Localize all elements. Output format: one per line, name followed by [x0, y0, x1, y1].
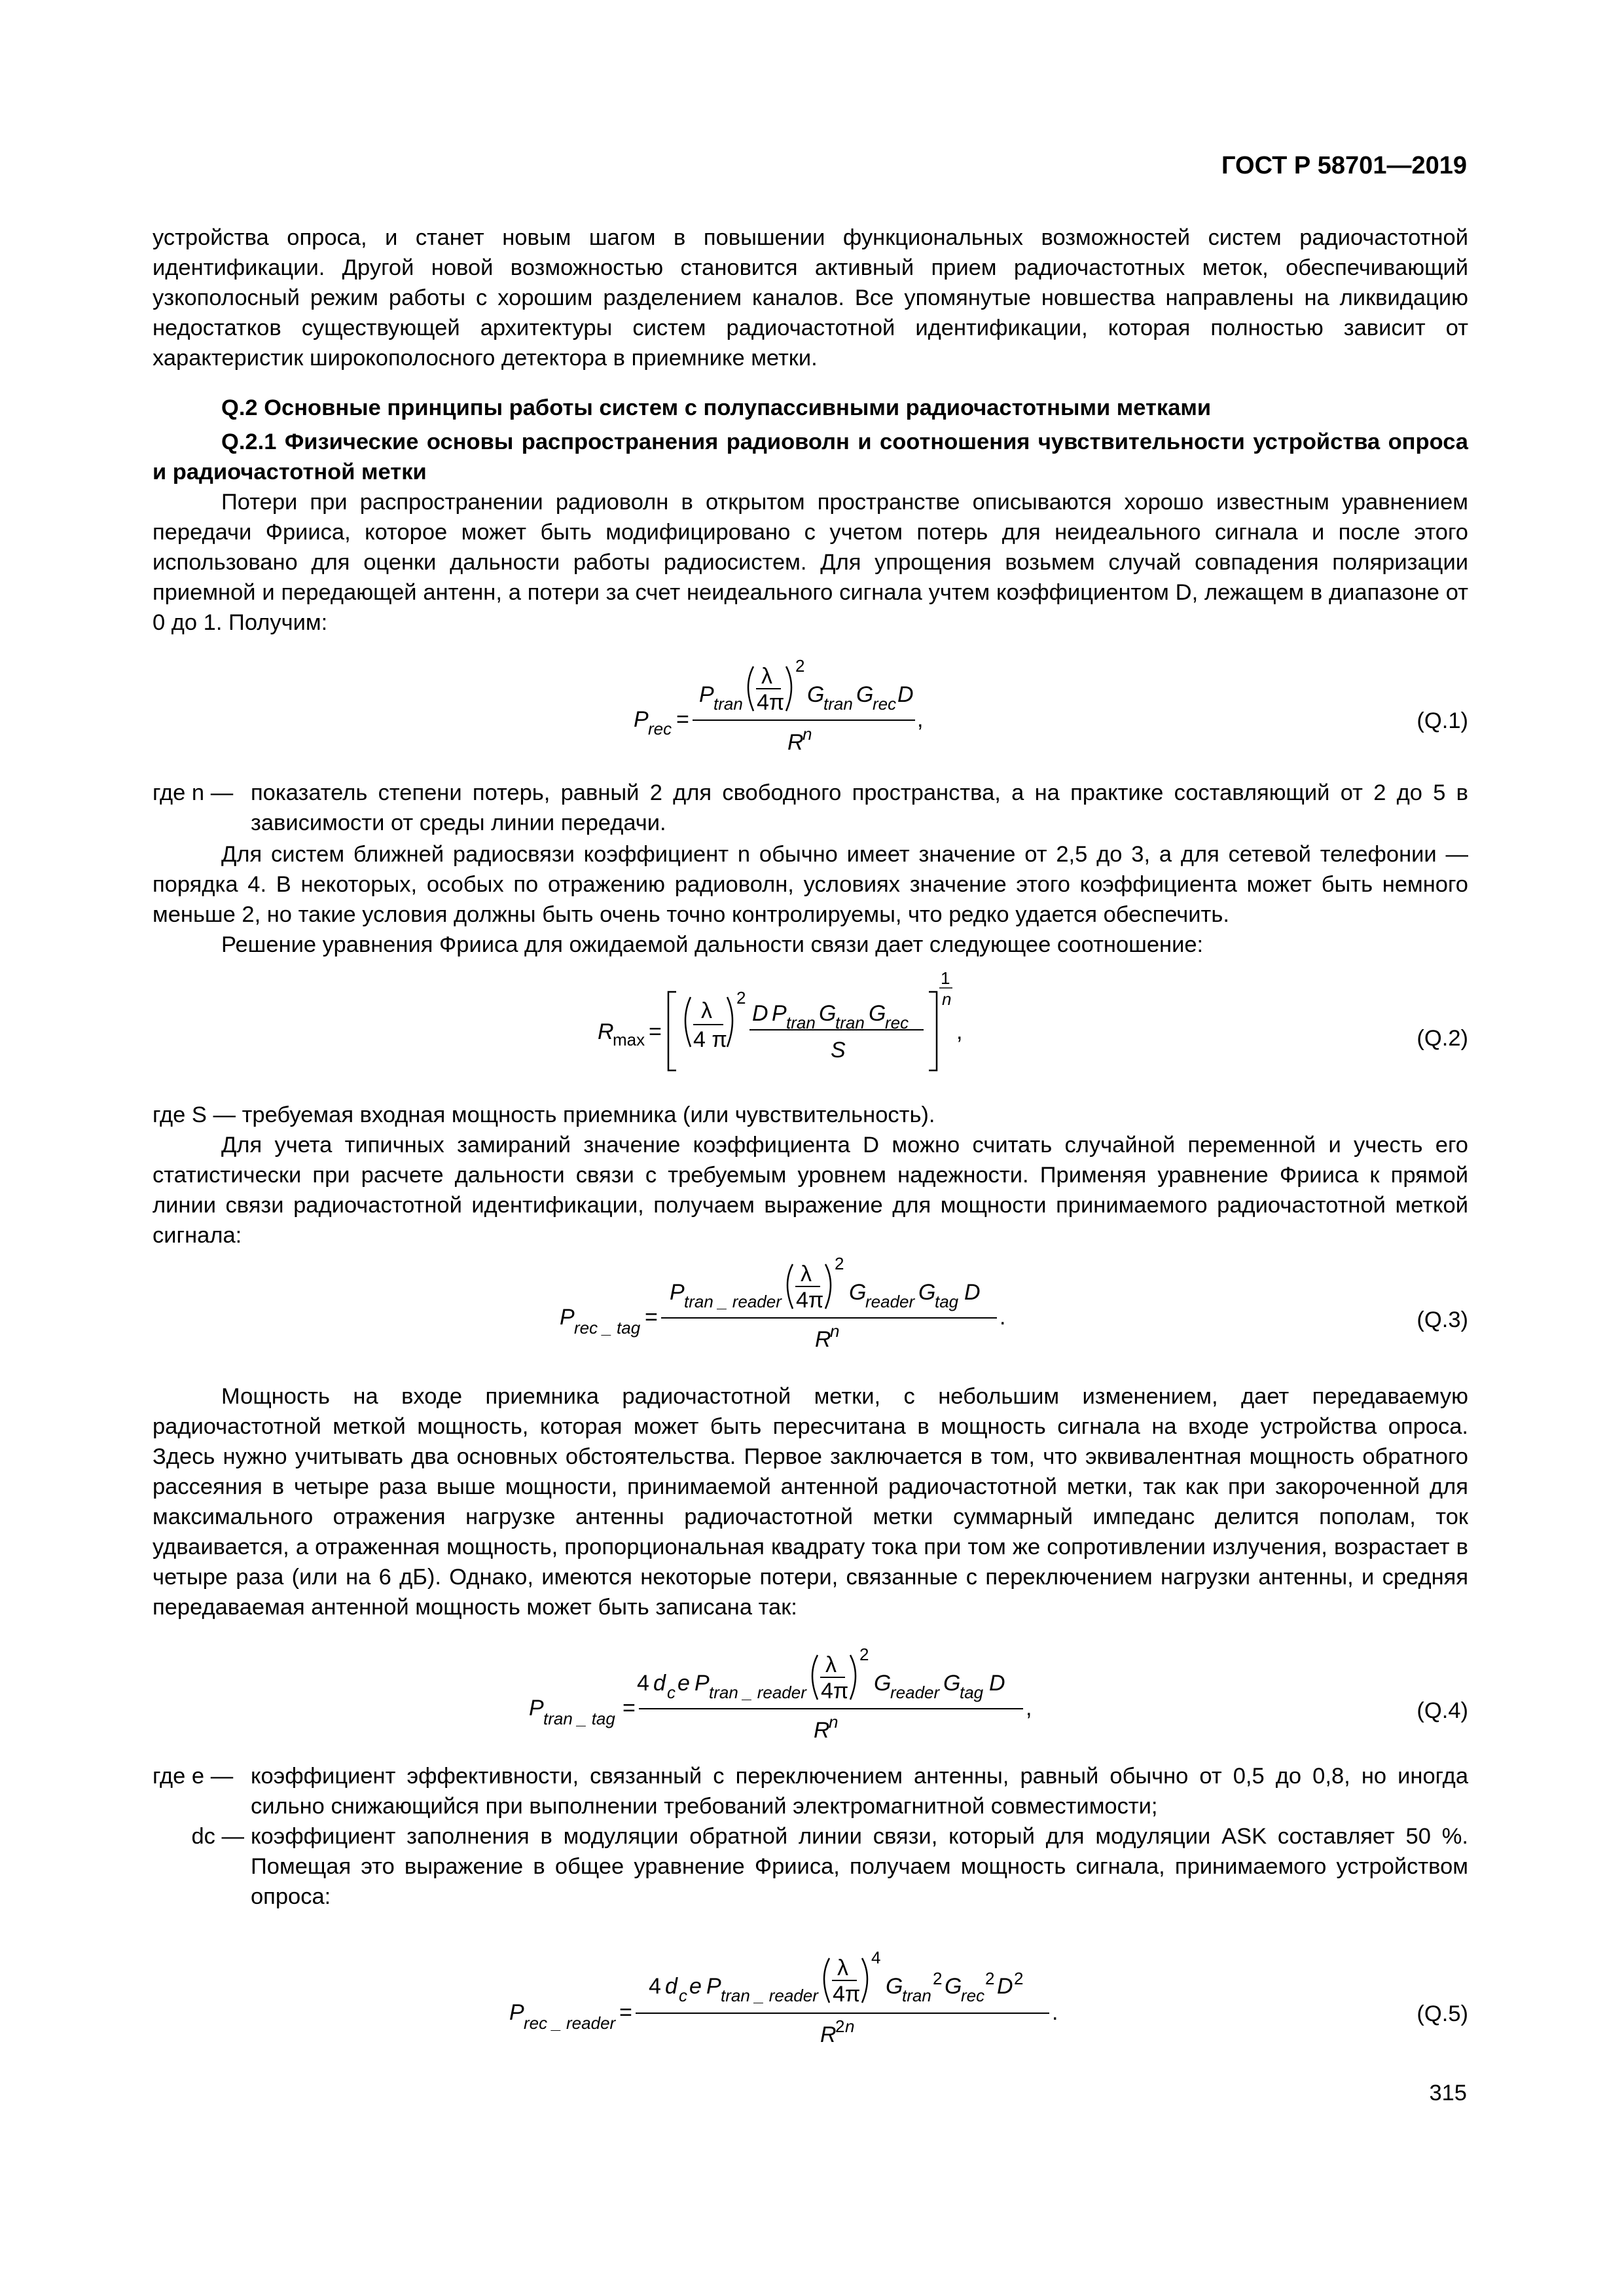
equation-number: (Q.3) — [1416, 1307, 1468, 1332]
svg-text:rec: rec — [961, 1986, 985, 2005]
equation-q1 — [153, 655, 1468, 766]
svg-text:P: P — [509, 2000, 524, 2025]
power-paragraph: Мощность на входе приемника радиочастотной метки, с небольшим изменением, дает передаваемую радиочастотной меткой мощность, которая может быть пересчитана в мощность сигнала на входе устройства опроса. Здесь нужно учитывать два основных обстоятельства. Первое заключается в том, что эквивалентная мощность обратного рассеяния в четыре раза выше мощности, принимаемой антенной радиочастотной метки, так как при закороченной для максимального отражения нагрузке антенны радиочастотной метки суммарный импеданс делится пополам, ток удваивается, а отраженная мощность, пропорциональная квадрату тока при том же сопротивлении излучения, возрастает в четыре раза (или на 6 дБ). Однако, имеются некоторые потери, связанные с переключением нагрузки антенны, и средняя передаваемая антенной мощность может быть записана так: — [153, 1384, 1468, 1620]
equation-q2-graphic — [153, 966, 1468, 1084]
svg-text:G: G — [807, 682, 825, 707]
equation-q2 — [153, 966, 1468, 1084]
svg-text:c: c — [679, 1986, 687, 2005]
svg-text:G: G — [945, 1974, 962, 1999]
svg-text:n: n — [830, 1321, 840, 1341]
svg-text:P: P — [772, 1001, 787, 1026]
svg-text:tran: tran — [713, 694, 743, 714]
where-def: коэффициент эффективности, связанный с переключением антенны, равный обычно от 0,5 до 0,8, но иногда сильно снижающийся при выполнении требований электромагнитной совместимости; — [251, 1764, 1468, 1819]
svg-text:R: R — [814, 1718, 830, 1741]
svg-text:4 π: 4 π — [693, 1027, 727, 1052]
svg-text:tran _ reader: tran _ reader — [684, 1292, 782, 1311]
svg-text:P: P — [695, 1671, 710, 1696]
svg-text:G: G — [886, 1974, 903, 1999]
intro-paragraph: устройства опроса, и станет новым шагом в повышении функциональных возможностей систем радиочастотной идентификации. Другой новой возможностью становится активный прием радиочастотных меток, обеспечивающий узкополосный режим работы с хорошим разделением каналов. Все упомянутые новшества направлены на ликвидацию недостатков существующей архитектуры систем радиочастотной идентификации, которая полностью зависит от характеристик широкополосного детектора в приемнике метки. — [153, 225, 1468, 371]
svg-text:4π: 4π — [757, 690, 785, 715]
where-term: где n — — [153, 780, 234, 805]
fading-paragraph: Для учета типичных замираний значение коэффициента D можно считать случайной переменной и учесть его статистически при расчете дальности связи с требуемым уровнем надежности. Применяя уравнение Фрииса к прямой линии связи радиочастотной идентификации, получаем выражение для мощности принимаемого радиочастотной меткой сигнала: — [153, 1133, 1468, 1248]
equation-number: (Q.4) — [1416, 1698, 1468, 1723]
where-dc-definition — [153, 1821, 1468, 1912]
near-field-paragraph: Для систем ближней радиосвязи коэффициент n обычно имеет значение от 2,5 до 3, а для сетевой телефонии — порядка 4. В некоторых, особых по отражению радиоволн, условиях значение этого коэффициента может быть немного меньше 2, но такие условия должны быть очень точно контролируемы, что редко удается обеспечить. — [153, 842, 1468, 927]
svg-text:D: D — [752, 1001, 768, 1026]
svg-text:G: G — [856, 682, 874, 707]
svg-text:tran: tran — [835, 1013, 865, 1032]
svg-text:D: D — [964, 1280, 981, 1305]
equation-q4 — [153, 1630, 1468, 1741]
svg-text:.: . — [1052, 2000, 1058, 2025]
losses-paragraph: Потери при распространении радиоволн в открытом пространстве описываются хорошо известным уравнением передачи Фрииса, которое может быть модифицировано с учетом потерь для неидеального сигнала и после этого использовано для оценки дальности работы радиосистем. Для упрощения возьмем случай совпадения поляризации приемной и передающей антенн, а потери за счет неидеального сигнала учтем коэффициентом D, лежащем в диапазоне от 0 до 1. Получим: — [153, 490, 1468, 635]
svg-text:P: P — [560, 1305, 575, 1330]
svg-text:,: , — [1026, 1696, 1032, 1721]
svg-text:1: 1 — [941, 968, 950, 988]
svg-text:tran _ tag: tran _ tag — [543, 1709, 615, 1728]
svg-text:4: 4 — [649, 1974, 661, 1999]
svg-text:R: R — [820, 2022, 837, 2046]
svg-text:G: G — [849, 1280, 867, 1305]
svg-text:4π: 4π — [796, 1288, 824, 1313]
svg-text:tran _ reader: tran _ reader — [721, 1986, 818, 2005]
section-heading-q21: Q.2.1 Физические основы распространения радиоволн и соотношения чувствительности устройства опроса и радиочастотной метки — [153, 429, 1468, 484]
svg-text:reader: reader — [865, 1292, 915, 1311]
svg-text:2: 2 — [736, 988, 746, 1008]
svg-text:=: = — [649, 1019, 662, 1044]
svg-text:4: 4 — [871, 1948, 881, 1967]
svg-text:2: 2 — [859, 1645, 869, 1664]
svg-text:tran: tran — [823, 694, 853, 714]
svg-text:4π: 4π — [833, 1982, 861, 2007]
equation-q5-graphic — [153, 1928, 1468, 2046]
svg-text:=: = — [623, 1696, 636, 1721]
svg-text:reader: reader — [890, 1683, 940, 1702]
svg-text:G: G — [869, 1001, 886, 1026]
svg-text:4π: 4π — [821, 1679, 849, 1704]
equation-q5 — [153, 1928, 1468, 2046]
where-n-definition — [153, 778, 1468, 838]
where-term: где e — — [153, 1764, 234, 1789]
svg-text:d: d — [653, 1671, 666, 1696]
equation-q4-graphic — [153, 1630, 1468, 1741]
svg-text:2: 2 — [1014, 1969, 1024, 1988]
svg-text:tran: tran — [786, 1013, 816, 1032]
svg-text:max: max — [613, 1030, 645, 1049]
where-s-definition: где S — требуемая входная мощность приемника (или чувствительность). — [153, 1102, 935, 1127]
svg-text:tag: tag — [960, 1683, 984, 1702]
page-number: 315 — [1429, 2081, 1467, 2105]
svg-text:rec _ tag: rec _ tag — [574, 1318, 641, 1338]
svg-text:D: D — [897, 682, 914, 707]
svg-text:2: 2 — [835, 2016, 845, 2036]
section-heading-q2: Q.2 Основные принципы работы систем с полупассивными радиочастотными метками — [221, 395, 1212, 420]
equation-q3-graphic — [153, 1247, 1468, 1358]
svg-text:rec: rec — [885, 1013, 909, 1032]
svg-text:n: n — [829, 1712, 839, 1732]
svg-text:λ: λ — [825, 1652, 837, 1677]
svg-text:2: 2 — [933, 1969, 943, 1988]
document-id-header: ГОСТ Р 58701—2019 — [1221, 152, 1467, 179]
svg-text:P: P — [699, 682, 714, 707]
svg-text:2: 2 — [985, 1969, 995, 1988]
svg-text:tag: tag — [935, 1292, 959, 1311]
svg-text:R: R — [787, 730, 804, 755]
svg-text:e: e — [689, 1974, 702, 1999]
svg-text:G: G — [943, 1671, 961, 1696]
svg-text:=: = — [676, 707, 689, 732]
svg-text:n: n — [803, 724, 812, 744]
svg-text:P: P — [706, 1974, 721, 1999]
svg-text:=: = — [619, 2000, 632, 2025]
equation-q3 — [153, 1247, 1468, 1358]
svg-text:λ: λ — [801, 1262, 812, 1286]
where-e-definition — [153, 1761, 1468, 1821]
svg-text:D: D — [989, 1671, 1005, 1696]
svg-text:2: 2 — [835, 1254, 844, 1273]
svg-text:=: = — [645, 1305, 658, 1330]
svg-text:G: G — [918, 1280, 936, 1305]
svg-text:G: G — [874, 1671, 892, 1696]
svg-text:λ: λ — [837, 1956, 848, 1980]
svg-text:c: c — [667, 1683, 676, 1702]
svg-text:,: , — [917, 707, 924, 732]
where-def: коэффициент заполнения в модуляции обратной линии связи, который для модуляции ASK составляет 50 %. Помещая это выражение в общее уравнение Фрииса, получаем мощность сигнала, принимаемого устройством опроса: — [251, 1824, 1468, 1909]
equation-number: (Q.5) — [1416, 2001, 1468, 2026]
svg-text:rec: rec — [648, 719, 672, 738]
equation-number: (Q.2) — [1416, 1026, 1468, 1051]
svg-text:λ: λ — [761, 664, 772, 689]
equation-q1-graphic — [153, 655, 1468, 766]
svg-text:P: P — [634, 707, 649, 732]
svg-text:tran: tran — [902, 1986, 931, 2005]
svg-text:.: . — [1000, 1305, 1006, 1330]
where-def: показатель степени потерь, равный 2 для свободного пространства, а на практике составляющий от 2 до 5 в зависимости от среды линии передачи. — [251, 780, 1468, 835]
svg-text:,: , — [956, 1019, 963, 1044]
svg-text:λ: λ — [701, 998, 712, 1023]
svg-text:R: R — [598, 1019, 614, 1044]
svg-text:2: 2 — [795, 656, 805, 676]
svg-text:d: d — [665, 1974, 677, 1999]
svg-text:4: 4 — [637, 1671, 649, 1696]
svg-text:rec _ reader: rec _ reader — [524, 2013, 616, 2033]
svg-text:tran _ reader: tran _ reader — [709, 1683, 806, 1702]
svg-text:n: n — [845, 2016, 855, 2036]
svg-text:S: S — [831, 1038, 846, 1063]
svg-text:G: G — [819, 1001, 837, 1026]
solution-paragraph: Решение уравнения Фрииса для ожидаемой дальности связи дает следующее соотношение: — [221, 932, 1204, 957]
svg-text:e: e — [677, 1671, 690, 1696]
equation-number: (Q.1) — [1416, 708, 1468, 733]
svg-text:P: P — [529, 1696, 544, 1721]
svg-text:R: R — [815, 1327, 831, 1352]
svg-text:rec: rec — [873, 694, 897, 714]
svg-text:n: n — [942, 989, 952, 1009]
where-term: dc — — [191, 1824, 244, 1849]
svg-text:P: P — [670, 1280, 685, 1305]
svg-text:D: D — [997, 1974, 1013, 1999]
